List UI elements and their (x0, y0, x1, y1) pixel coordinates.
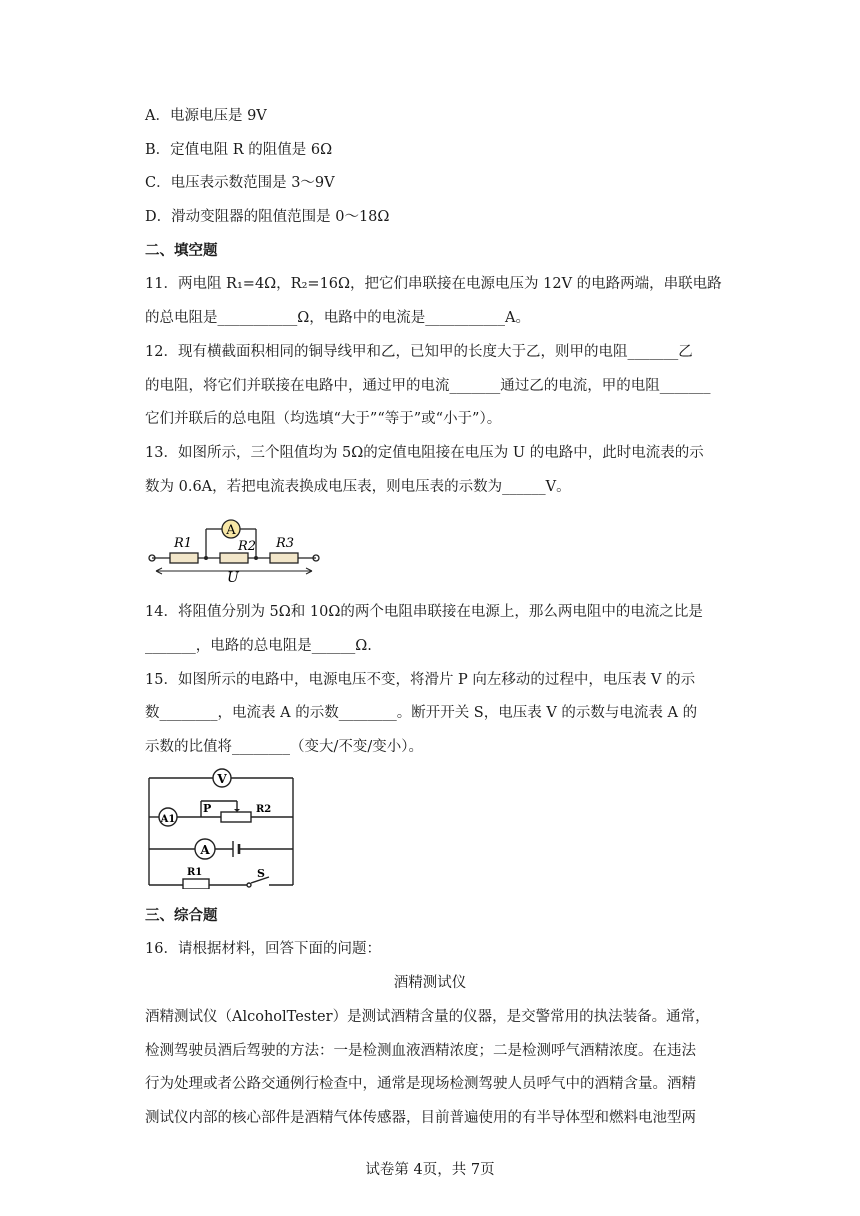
question-14-line-2: _______，电路的总电阻是______Ω. (145, 638, 372, 654)
question-15-circuit-diagram (145, 765, 297, 889)
question-12-line-3: 它们并联后的总电阻（均选填“大于”“等于”或“小于”）。 (145, 411, 502, 427)
question-11-line-1: 11．两电阻 R₁=4Ω，R₂=16Ω，把它们串联接在电源电压为 12V 的电路两端，串联电路 (145, 276, 722, 292)
r3-label: R3 (276, 536, 295, 551)
switch-s-label: S (257, 867, 265, 880)
question-16-prompt: 16．请根据材料，回答下面的问题： (145, 941, 381, 957)
article-line-1: 酒精测试仪（AlcoholTester）是测试酒精含量的仪器，是交警常用的执法装备。通常， (145, 1009, 710, 1025)
question-15-line-1: 15．如图所示的电路中，电源电压不变，将滑片 P 向左移动的过程中，电压表 V 的示 (145, 672, 696, 688)
question-15-line-3: 示数的比值将________（变大/不变/变小）。 (145, 739, 424, 755)
question-13-line-2: 数为 0.6A，若把电流表换成电压表，则电压表的示数为______V。 (145, 479, 571, 495)
option-d: D．滑动变阻器的阻值范围是 0～18Ω (145, 209, 390, 225)
page-footer: 试卷第 4页，共 7页 (365, 1162, 495, 1178)
voltage-u-label: U (227, 570, 239, 586)
question-13-circuit-diagram (140, 512, 330, 586)
r2-label: R2 (238, 539, 257, 554)
r1-label: R1 (174, 536, 193, 551)
question-15-line-2: 数________，电流表 A 的示数________。断开开关 S，电压表 V 的示数与电流表 A 的 (145, 705, 698, 721)
voltmeter-label: V (217, 772, 227, 786)
question-12-line-2: 的电阻，将它们并联接在电路中，通过甲的电流_______通过乙的电流，甲的电阻_______ (145, 378, 711, 394)
article-title: 酒精测试仪 (393, 975, 467, 991)
question-13-line-1: 13．如图所示，三个阻值均为 5Ω的定值电阻接在电压为 U 的电路中，此时电流表的示 (145, 445, 704, 461)
article-line-3: 行为处理或者公路交通例行检查中，通常是现场检测驾驶人员呼气中的酒精含量。酒精 (145, 1076, 696, 1092)
question-11-line-2: 的总电阻是___________Ω，电路中的电流是___________A。 (145, 310, 530, 326)
ammeter-a1-label: A1 (160, 814, 176, 825)
article-line-4: 测试仪内部的核心部件是酒精气体传感器，目前普遍使用的有半导体型和燃料电池型两 (145, 1110, 696, 1126)
question-12-line-1: 12．现有横截面积相同的铜导线甲和乙，已知甲的长度大于乙，则甲的电阻_______乙 (145, 344, 693, 360)
section-heading-fill-blank: 二、填空题 (145, 242, 218, 259)
option-c: C．电压表示数范围是 3～9V (145, 175, 335, 191)
ammeter-a-label: A (200, 843, 210, 857)
option-a: A．电源电压是 9V (145, 108, 267, 124)
slider-p-label: P (203, 802, 212, 815)
r1-label: R1 (187, 867, 203, 878)
r2-label: R2 (256, 804, 272, 815)
ammeter-label: A (226, 523, 236, 538)
question-14-line-1: 14．将阻值分别为 5Ω和 10Ω的两个电阻串联接在电源上，那么两电阻中的电流之比是 (145, 604, 703, 620)
article-line-2: 检测驾驶员酒后驾驶的方法：一是检测血液酒精浓度；二是检测呼气酒精浓度。在违法 (145, 1043, 696, 1059)
option-b: B．定值电阻 R 的阻值是 6Ω (145, 142, 333, 158)
section-heading-comprehensive: 三、综合题 (145, 907, 218, 924)
